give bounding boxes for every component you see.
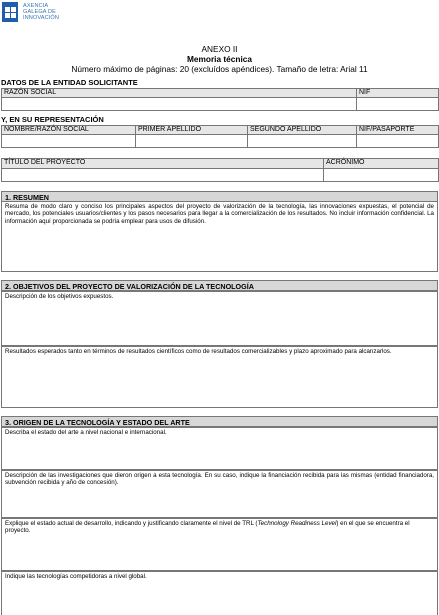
origen-q2[interactable] [1,470,438,518]
project-table [1,158,439,182]
origen-q3-label-em: Technology Readiness Level [257,520,337,527]
primer-apellido-label: PRIMER APELLIDO [136,126,248,135]
origen-heading: 3. ORIGEN DE LA TECNOLOGÍA Y ESTADO DEL ARTE [2,417,437,427]
origen-q3-label-a: Explique el estado actual de desarrollo, indicando y justificando claramente el nivel de TRL ( [5,520,258,527]
objetivos-q1-label: Descripción de los objetivos expuestos. [5,293,114,300]
razon-social-label: RAZÓN SOCIAL [2,89,357,98]
primer-apellido-field[interactable] [136,135,248,148]
titulo-proyecto-label: TÍTULO DEL PROYECTO [2,159,324,169]
acronimo-label: ACRÓNIMO [324,159,439,169]
agency-emblem-icon [2,2,18,22]
representation-table [1,125,439,148]
resumen-section [1,191,438,272]
agency-name-line-1: AXENCIA [23,2,49,9]
origen-q3[interactable] [1,518,438,571]
razon-social-field[interactable] [2,98,357,111]
origen-section [1,416,438,427]
agency-name-line-3: INNOVACIÓN [23,15,60,22]
origen-q2-label: Descripción de las investigaciones que dieron origen a esta tecnología. En su caso, indique la financiación recibida para las mismas (entidad financiadora, subvención recibida y año de concesión). [5,472,434,487]
annex-label: ANEXO II [201,44,238,54]
objetivos-q2[interactable] [1,346,438,408]
nif-field[interactable] [357,98,439,111]
origen-q3-label-b: ) en el que se encuentra el proyecto. [5,520,410,535]
page-subtitle: Número máximo de páginas: 20 (excluídos apéndices). Tamaño de letra: Arial 11 [71,64,368,74]
entity-table [1,88,439,111]
agency-name-line-2: GALEGA DE [23,8,56,15]
entity-section-title: DATOS DE LA ENTIDAD SOLICITANTE [1,78,138,87]
objetivos-q1[interactable] [1,291,438,346]
origen-q4-label: Indique las tecnologías competidoras a nivel global. [5,573,147,580]
objetivos-heading: 2. OBJETIVOS DEL PROYECTO DE VALORIZACIÓN DE LA TECNOLOGÍA [2,281,437,291]
nif-pasaporte-label: NIF/PASAPORTE [357,126,439,135]
nombre-field[interactable] [2,135,136,148]
resumen-heading: 1. RESUMEN [2,192,437,202]
agency-logo [2,1,59,23]
segundo-apellido-label: SEGUNDO APELLIDO [248,126,357,135]
nif-pasaporte-field[interactable] [357,135,439,148]
origen-q4[interactable] [1,571,438,615]
titulo-proyecto-field[interactable] [2,169,324,182]
nombre-label: NOMBRE/RAZÓN SOCIAL [2,126,136,135]
page-title: Memoria técnica [186,54,253,64]
objetivos-q2-label: Resultados esperados tanto en términos de resultados científicos como de resultados comercializables y plazo aproximado para alcanzarlos. [5,348,392,355]
objetivos-section [1,280,438,291]
representation-section-title: Y, EN SU REPRESENTACIÓN [1,115,104,124]
origen-q1[interactable] [1,427,438,470]
agency-name [23,3,59,22]
segundo-apellido-field[interactable] [248,135,357,148]
nif-label: NIF [357,89,439,98]
origen-q1-label: Describa el estado del arte a nivel nacional e internacional. [5,429,167,436]
resumen-field[interactable] [2,226,437,268]
acronimo-field[interactable] [324,169,439,182]
resumen-instructions: Resuma de modo claro y conciso los principales aspectos del proyecto de valorización de la tecnología, las innovaciones expuestas, el potencial de mercado, los potenciales usuarios/clientes y los pasos necesarios para llegar a la comercialización de los resultados. No incluir información confidencial. La información aquí proporcionada se podría emplear para usos de difusión. [5,203,434,225]
